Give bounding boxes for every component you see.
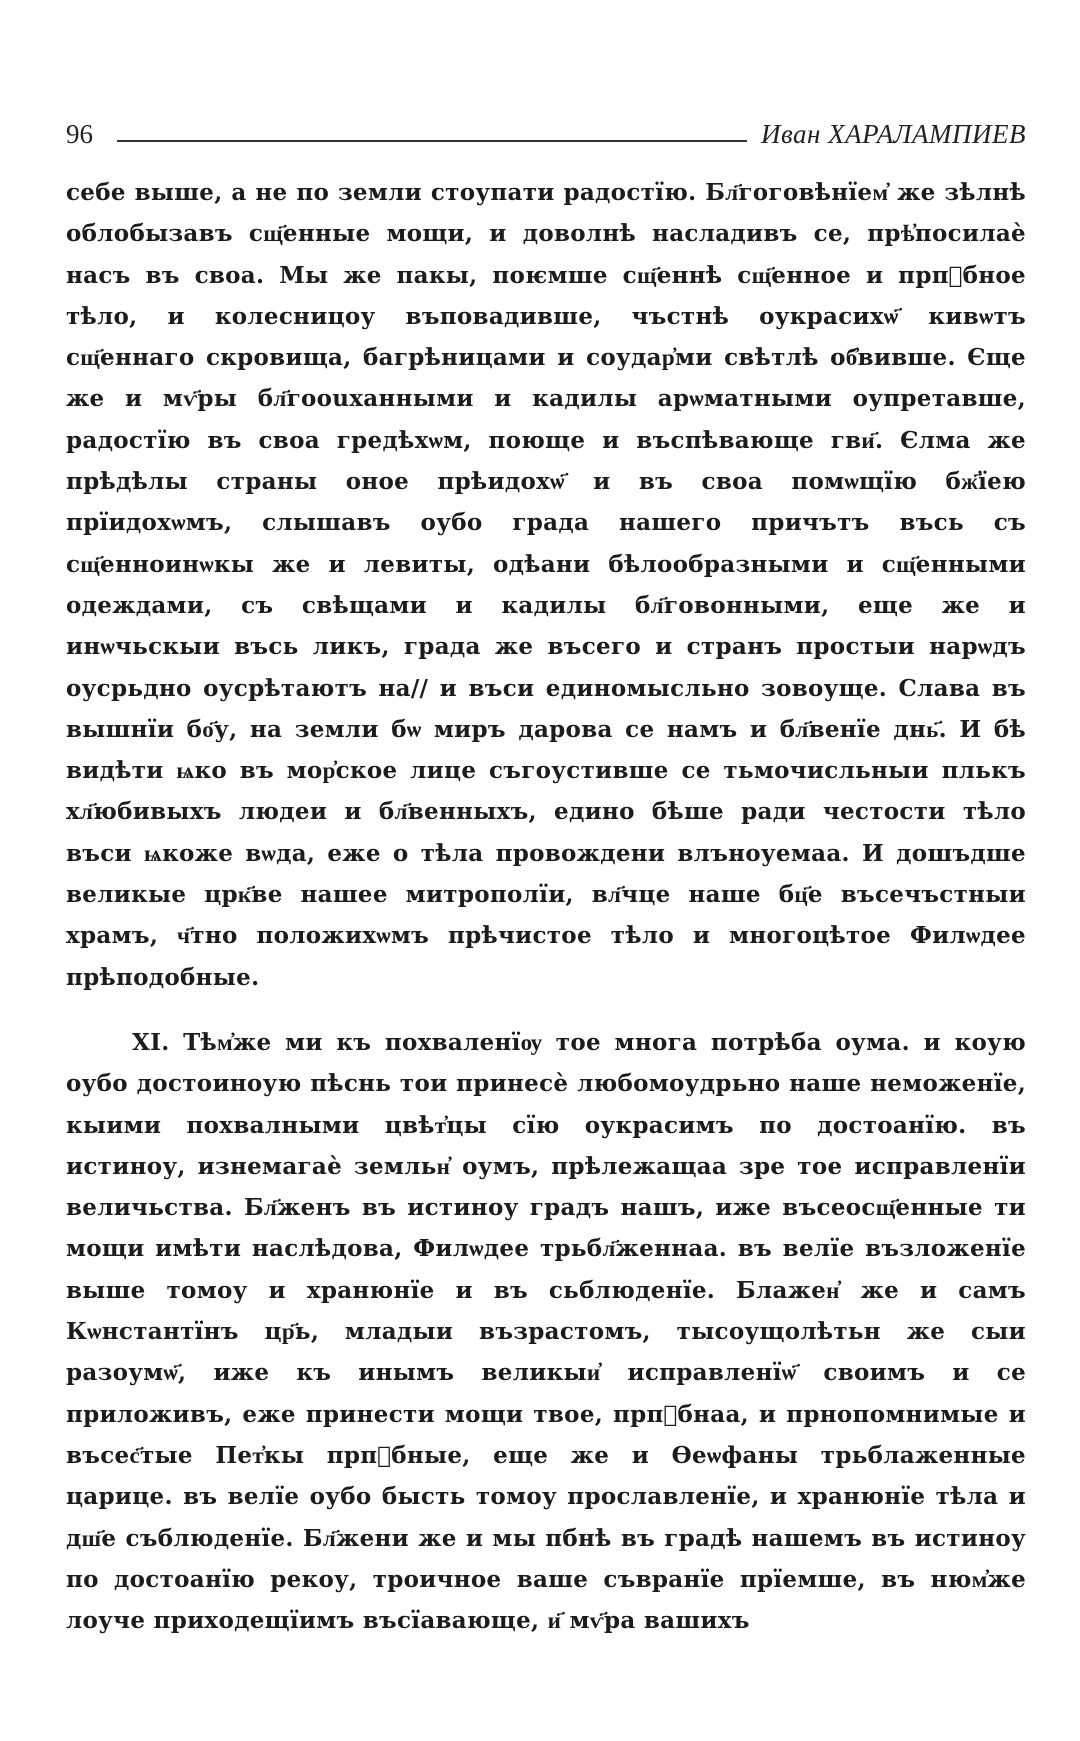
paragraph: себе выше, а не по земли стоупати радостїю. Бл҃гоговѣнїем҆ же зѣлнѣ облобызавъ сщ҃енные мощи, и доволнѣ насладивъ се, прѣ҆посилаѐ насъ въ своа. Мы же пакы, поѥмше сщ҃еннѣ сщ҃енное и прпⷣбное тѣло, и колесницоу въповадивше, чъстнѣ оукрасихѡ҃ кивѡтъ сщ҃еннаго скровища, багрѣницами и соудар҆ми свѣтлѣ об҆вивше. Єще же и мѵ҃ры бл҃гоouханными и кадилы арѡматными оупретавше, радостїю въ своа грeдѣхѡм, поюще и въспѣвающе гви҃. Єлма же прѣдѣлы страны оное прѣидохѡ҃ и въ своа помѡщїю бж҃їею прїидохѡмъ, слышавъ оубо града нашего причътъ въсь съ сщ҃енноинѡкы же и левиты, одѣани бѣлообразными и сщ҃енными одеждами, съ свѣщами и кадилы бл҃говонными, еще же и инѡчьскыи въсь ликъ, града же въсего и странъ простыи нарѡдъ оусрьдно оусрѣтаютъ на// и въси единомысльно зовоуще. Слава въ вышнїи бо҃у, на земли бѡ миръ дарова се намъ и бл҃венїе днь҃. И бѣ видѣти ѩко въ мор҆ское лице съгоустивше се тьмочисльныи плькъ хл҃юбивыхъ людеи и бл҃венныхъ, едино бѣше ради честости тѣло въси ѩкоже вѡда, еже о тѣла провождени влъноуемаа. И дошъдше великые црк҃ве нашее митрополїи, вл҃чце наше бц҃е въсечъстныи храмъ, ч҃тно положихѡмъ прѣчистое тѣло и многоцѣтое Филѡдее прѣподобные. [66, 179, 1026, 991]
body-text [66, 172, 1026, 1641]
paragraph: XI. Тѣм҆же ми къ похваленїѹ тое многа потрѣба оума. и коую оубо достоиноую пѣснь тои принесѐ любомоудрьно наше неможенїе, кыими похвалными цвѣт҆цы сїю оукрасимъ по достоанїю. въ истиноу, изнемагаѐ земльн҆ оумъ, прѣлежащаа зре тое исправленїи величьства. Бл҃женъ въ истиноу градъ нашъ, иже въсеосщ҃енные ти мощи имѣти наслѣдова, Филѡдее трьбл҃женнаа. въ велїе възложенїе выше томоу и хранюнїе и въ сьблюденїе. Блажен҆ же и самъ Кѡнстантїнъ цр҃ь, младыи възрастомъ, тысоущолѣтьн же сыи разоумѡ҃, иже къ инымъ великыи҆ исправленїѡ҃ своимъ и се приложивъ, еже принести мощи твое, прпⷣбнаа, и прнопомнимые и въсес҃тые Пет҆кы прпⷣбные, еще же и Ѳеѡфаны трьблаженные царице. въ велїе оубо бысть томоу прославленїе, и хранюнїе тѣла и дш҃е съблюденїе. Бл҃жени же и мы пбнѣ въ градѣ нашемъ въ истиноу по достоанїю рекоу, троичное ваше съвранїе прїемше, въ нюм҆же лоуче приходещїимъ въсїавающе, и҃ мѵ҃ра вашихъ [66, 1028, 1026, 1635]
header-rule [117, 140, 747, 142]
page-header [66, 112, 1026, 148]
running-head: Иван ХАРАЛАМПИЕВ [761, 119, 1026, 149]
page-number: 96 [66, 119, 93, 149]
